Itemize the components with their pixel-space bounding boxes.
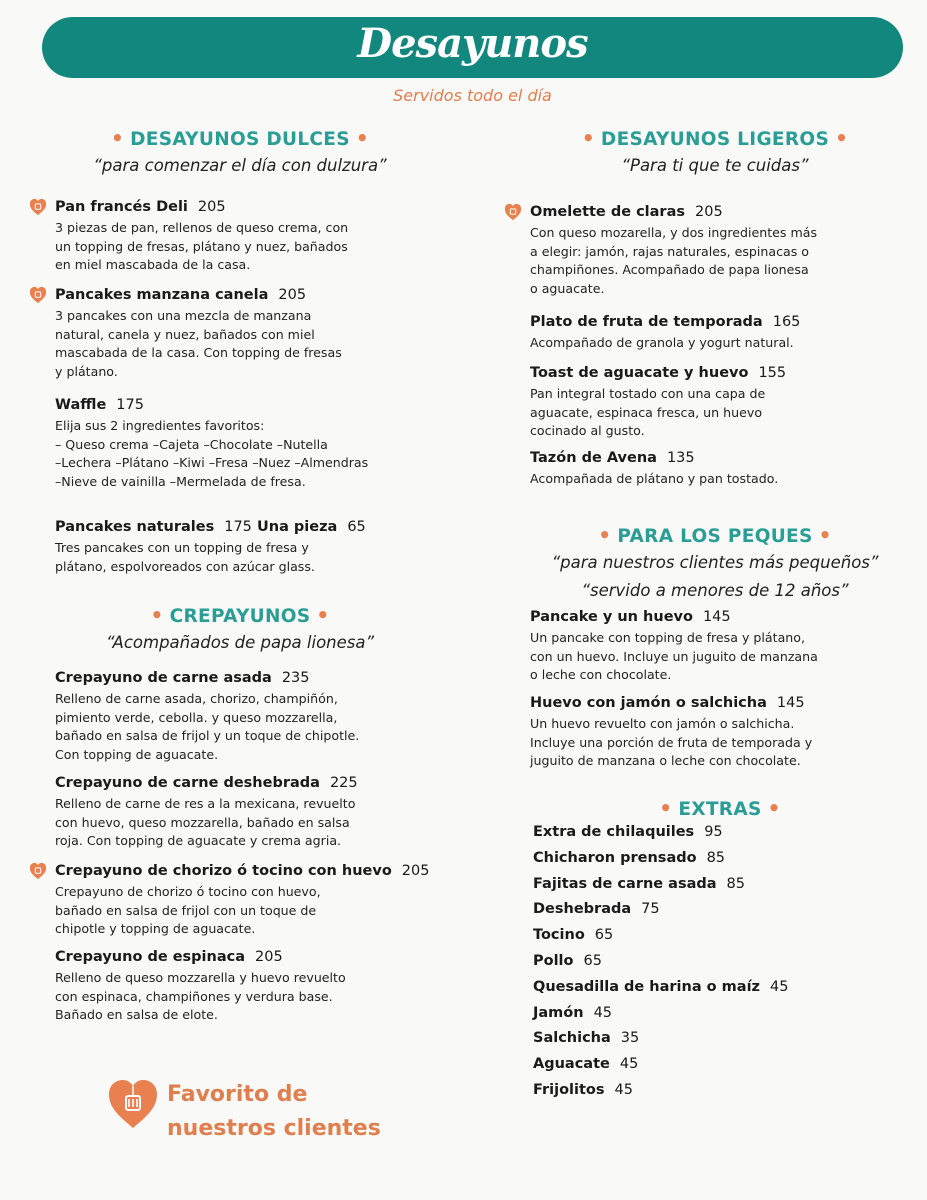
item-price: 205 — [401, 863, 430, 879]
item-name: Tazón de Avena — [530, 450, 657, 466]
page-title: Desayunos — [357, 20, 588, 67]
item-price: 145 — [776, 695, 805, 711]
extra-name: Salchicha — [533, 1030, 611, 1047]
favorite-heart-icon — [29, 198, 47, 216]
item-title — [530, 202, 817, 222]
bullet-dot-icon: • — [111, 126, 125, 150]
item-description — [55, 690, 359, 764]
item-name: Plato de fruta de temporada — [530, 314, 763, 330]
description-line: a elegir: jamón, rajas naturales, espinacas o — [530, 243, 810, 259]
menu-item — [55, 773, 358, 851]
section-subtitle: “servido a menores de 12 años” — [581, 581, 849, 600]
favorite-heart-icon — [29, 862, 47, 880]
description-line: Un pancake con topping de fresa y plátano, — [530, 630, 805, 645]
item-name: Toast de aguacate y huevo — [530, 365, 749, 381]
extra-item — [533, 1056, 638, 1072]
section-header — [0, 126, 490, 178]
description-line: – Queso crema –Cajeta –Chocolate –Nutella — [55, 436, 328, 452]
item-description — [530, 629, 818, 685]
menu-item — [530, 607, 818, 685]
description-line: Bañado en salsa de elote. — [55, 1007, 218, 1023]
item-price: 205 — [197, 199, 226, 215]
description-line: Incluye una porción de fruta de temporada y — [530, 734, 813, 750]
description-line: Un huevo revuelto con jamón o salchicha. — [530, 716, 795, 731]
extra-price: 95 — [704, 824, 723, 840]
item-price: 145 — [702, 609, 731, 625]
description-line: aguacate, espinaca fresca, un huevo — [530, 404, 763, 420]
favorite-heart-icon — [29, 286, 47, 304]
bullet-dot-icon: • — [316, 603, 330, 627]
bullet-dot-icon: • — [598, 523, 612, 547]
item-title — [55, 861, 429, 881]
item-extra-name: Una pieza — [251, 519, 338, 535]
item-name: Pancakes manzana canela — [55, 287, 269, 303]
description-line: y plátano. — [55, 363, 118, 379]
item-name: Huevo con jamón o salchicha — [530, 695, 767, 711]
description-line: Acompañada de plátano y pan tostado. — [530, 471, 779, 486]
description-line: Pan integral tostado con una capa de — [530, 386, 766, 401]
item-title — [55, 517, 366, 537]
menu-item — [55, 668, 359, 764]
extra-price: 45 — [769, 978, 789, 995]
extra-item — [533, 927, 613, 943]
extra-name: Jamón — [533, 1004, 584, 1021]
extra-item — [533, 1030, 639, 1046]
extra-name: Tocino — [533, 927, 585, 944]
item-price: 135 — [666, 450, 695, 466]
description-line: roja. Con topping de aguacate y crema agria. — [55, 833, 342, 849]
section-title — [465, 523, 927, 547]
item-title — [55, 395, 368, 415]
menu-item — [530, 363, 786, 441]
extra-name: Extra de chilaquiles — [533, 824, 695, 840]
description-line: Relleno de carne de res a la mexicana, revuelto — [55, 796, 356, 811]
extra-item — [533, 1005, 612, 1021]
section-subtitle: “para comenzar el día con dulzura” — [93, 156, 387, 175]
item-title — [55, 947, 346, 967]
item-description — [55, 883, 429, 939]
menu-item — [530, 312, 800, 353]
menu-item — [55, 197, 348, 275]
legend-line-1: Favorito de — [167, 1082, 308, 1107]
item-title — [55, 668, 359, 688]
item-title — [55, 773, 358, 793]
extra-item — [533, 901, 660, 917]
item-description — [530, 385, 786, 441]
item-description — [530, 470, 778, 489]
extra-item — [533, 824, 723, 840]
description-line: chipotle y topping de aguacate. — [55, 921, 256, 937]
bullet-dot-icon: • — [835, 126, 849, 150]
item-name: Omelette de claras — [530, 204, 685, 220]
item-title — [530, 693, 812, 713]
extra-name: Quesadilla de harina o maíz — [533, 978, 760, 995]
item-name: Crepayuno de carne deshebrada — [55, 775, 320, 791]
legend-line-2: nuestros clientes — [167, 1116, 381, 1141]
item-price: 205 — [278, 287, 307, 303]
item-title — [530, 607, 818, 627]
item-title — [530, 448, 778, 468]
extra-price: 45 — [593, 1004, 613, 1021]
section-header — [465, 523, 927, 603]
description-line: Crepayuno de chorizo ó tocino con huevo, — [55, 884, 321, 899]
item-title — [530, 363, 786, 383]
extra-item — [533, 979, 788, 995]
description-line: Relleno de carne asada, chorizo, champiñón, — [55, 691, 338, 706]
bullet-dot-icon: • — [581, 126, 595, 150]
description-line: con un huevo. Incluye un juguito de manzana — [530, 648, 818, 664]
extra-name: Frijolitos — [533, 1082, 605, 1098]
item-name: Pancakes naturales — [55, 519, 215, 535]
description-line: –Lechera –Plátano –Kiwi –Fresa –Nuez –Almendras — [55, 455, 369, 471]
description-line: pimiento verde, cebolla. y queso mozzarella, — [55, 709, 338, 725]
extra-price: 35 — [620, 1030, 640, 1047]
description-line: 3 pancakes con una mezcla de manzana — [55, 308, 312, 323]
menu-item — [55, 517, 366, 576]
description-line: bañado en salsa de frijol con un toque de — [55, 902, 317, 918]
description-line: Con queso mozarella, y dos ingredientes más — [530, 225, 818, 240]
item-description — [530, 224, 817, 298]
description-line: bañado en salsa de frijol y un toque de chipotle. — [55, 728, 360, 744]
extra-item — [533, 850, 725, 866]
extra-name: Deshebrada — [533, 901, 632, 918]
extra-name: Pollo — [533, 953, 574, 969]
item-name: Waffle — [55, 397, 107, 413]
section-title — [0, 603, 490, 627]
section-title-text: DESAYUNOS DULCES — [130, 129, 350, 150]
item-description — [530, 715, 812, 771]
extra-price: 45 — [614, 1082, 633, 1098]
description-line: juguito de manzana o leche con chocolate. — [530, 753, 801, 769]
item-title — [55, 197, 348, 217]
description-line: o leche con chocolate. — [530, 667, 672, 683]
extra-price: 65 — [583, 953, 602, 969]
item-title — [530, 312, 800, 332]
extra-name: Fajitas de carne asada — [533, 875, 717, 892]
section-title-text: CREPAYUNOS — [169, 606, 311, 627]
menu-item — [55, 861, 429, 939]
item-price: 155 — [758, 365, 787, 381]
section-header — [465, 126, 927, 178]
item-name: Crepayuno de carne asada — [55, 670, 272, 686]
item-price: 165 — [772, 314, 801, 330]
item-description — [55, 417, 368, 491]
extra-name: Aguacate — [533, 1056, 610, 1073]
description-line: Acompañado de granola y yogurt natural. — [530, 335, 794, 350]
item-title — [55, 285, 342, 305]
description-line: Elija sus 2 ingredientes favoritos: — [55, 418, 265, 433]
extra-price: 85 — [726, 875, 745, 892]
item-name: Pan francés Deli — [55, 199, 188, 215]
page-subtitle: Servidos todo el día — [393, 86, 552, 105]
description-line: 3 piezas de pan, rellenos de queso crema, con — [55, 220, 349, 235]
item-description — [55, 969, 346, 1025]
description-line: mascabada de la casa. Con topping de fresas — [55, 345, 342, 361]
bullet-dot-icon: • — [767, 796, 781, 820]
extra-item — [533, 953, 602, 969]
extra-item — [533, 1082, 633, 1098]
item-price: 225 — [329, 775, 358, 791]
section-header — [470, 796, 927, 820]
description-line: plátano, espolvoreados con azúcar glass. — [55, 558, 315, 574]
menu-item — [530, 448, 778, 489]
item-name: Crepayuno de espinaca — [55, 949, 246, 965]
item-description — [55, 539, 366, 576]
item-description — [530, 334, 800, 353]
favorite-heart-icon — [504, 203, 522, 221]
description-line: natural, canela y nuez, bañados con miel — [55, 326, 315, 342]
description-line: en miel mascabada de la casa. — [55, 257, 251, 273]
section-subtitle: “Acompañados de papa lionesa” — [105, 633, 375, 652]
description-line: cocinado al gusto. — [530, 423, 645, 439]
description-line: un topping de fresas, plátano y nuez, bañados — [55, 238, 348, 254]
item-description — [55, 219, 348, 275]
item-description — [55, 795, 358, 851]
item-price: 205 — [695, 204, 723, 220]
bullet-dot-icon: • — [818, 523, 832, 547]
section-title-text: DESAYUNOS LIGEROS — [600, 129, 830, 150]
menu-item — [55, 395, 368, 491]
description-line: –Nieve de vainilla –Mermelada de fresa. — [55, 473, 306, 489]
heart-spatula-icon — [107, 1078, 159, 1130]
item-extra-price: 65 — [347, 519, 366, 535]
extra-price: 65 — [594, 927, 614, 944]
description-line: Tres pancakes con un topping de fresa y — [55, 540, 309, 555]
section-title — [465, 126, 927, 150]
extra-price: 85 — [706, 849, 726, 866]
item-name: Pancake y un huevo — [530, 609, 693, 625]
description-line: Relleno de queso mozzarella y huevo revuelto — [55, 970, 346, 985]
menu-item — [55, 285, 342, 381]
section-subtitle: “Para ti que te cuidas” — [621, 156, 809, 175]
menu-item — [530, 202, 817, 298]
menu-item — [55, 947, 346, 1025]
item-price: 175 — [224, 519, 252, 535]
description-line: con espinaca, champiñones y verdura base. — [55, 988, 333, 1004]
item-description — [55, 307, 342, 381]
section-title — [0, 126, 490, 150]
description-line: o aguacate. — [530, 280, 605, 296]
bullet-dot-icon: • — [355, 126, 369, 150]
section-header — [0, 603, 490, 655]
description-line: con huevo, queso mozzarella, bañado en salsa — [55, 814, 350, 830]
extra-price: 75 — [641, 901, 660, 918]
menu-item — [530, 693, 812, 771]
section-title-text: PARA LOS PEQUES — [617, 526, 813, 547]
bullet-dot-icon: • — [150, 603, 164, 627]
favorite-legend — [107, 1078, 381, 1141]
section-title — [470, 796, 927, 820]
bullet-dot-icon: • — [659, 796, 673, 820]
extra-item — [533, 876, 745, 892]
extra-price: 45 — [619, 1056, 639, 1073]
section-title-text: EXTRAS — [678, 799, 762, 820]
item-price: 175 — [116, 397, 144, 413]
item-name: Crepayuno de chorizo ó tocino con huevo — [55, 863, 392, 879]
item-price: 205 — [255, 949, 283, 965]
description-line: champiñones. Acompañado de papa lionesa — [530, 262, 809, 278]
description-line: Con topping de aguacate. — [55, 746, 219, 762]
extra-name: Chicharon prensado — [533, 849, 697, 866]
section-subtitle: “para nuestros clientes más pequeños” — [551, 553, 879, 572]
title-banner — [42, 17, 903, 78]
item-price: 235 — [281, 670, 310, 686]
